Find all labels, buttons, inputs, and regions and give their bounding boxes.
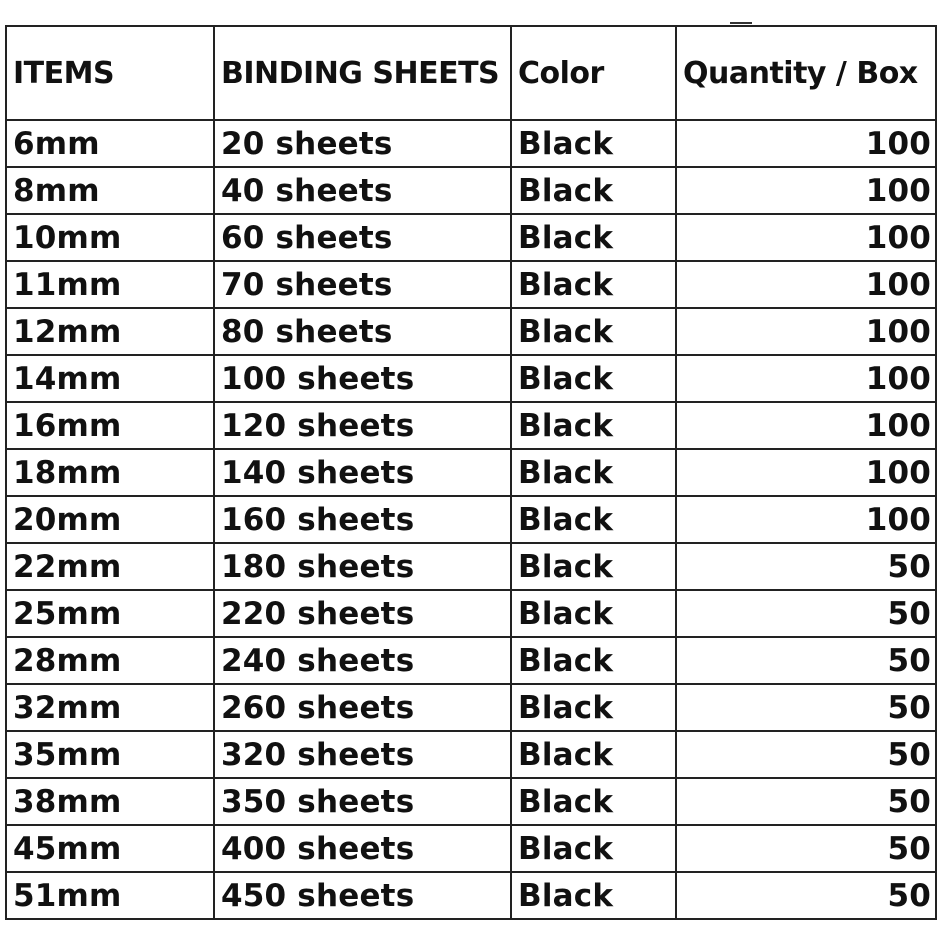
cell-color: Black (511, 731, 676, 778)
cell-item: 8mm (6, 167, 214, 214)
cell-color: Black (511, 308, 676, 355)
cell-quantity: 50 (676, 872, 936, 919)
header-row (6, 26, 936, 120)
table-row (6, 167, 936, 214)
table-row (6, 120, 936, 167)
cell-color: Black (511, 637, 676, 684)
cell-item: 35mm (6, 731, 214, 778)
cell-sheets: 260 sheets (214, 684, 511, 731)
cell-item: 38mm (6, 778, 214, 825)
header-binding-sheets: BINDING SHEETS (214, 26, 511, 120)
cell-quantity: 100 (676, 214, 936, 261)
cell-sheets: 350 sheets (214, 778, 511, 825)
cell-quantity: 50 (676, 778, 936, 825)
table-row (6, 355, 936, 402)
cell-sheets: 80 sheets (214, 308, 511, 355)
binding-spec-table (5, 25, 937, 920)
cell-sheets: 40 sheets (214, 167, 511, 214)
cell-item: 11mm (6, 261, 214, 308)
cell-item: 22mm (6, 543, 214, 590)
cell-color: Black (511, 496, 676, 543)
cell-quantity: 100 (676, 167, 936, 214)
table-row (6, 449, 936, 496)
table-row (6, 684, 936, 731)
cell-color: Black (511, 684, 676, 731)
cell-item: 51mm (6, 872, 214, 919)
cell-sheets: 100 sheets (214, 355, 511, 402)
cell-quantity: 50 (676, 825, 936, 872)
cell-quantity: 50 (676, 684, 936, 731)
cell-item: 16mm (6, 402, 214, 449)
cell-item: 32mm (6, 684, 214, 731)
cell-quantity: 100 (676, 308, 936, 355)
stray-mark (730, 22, 752, 24)
cell-sheets: 140 sheets (214, 449, 511, 496)
table-row (6, 543, 936, 590)
cell-quantity: 50 (676, 590, 936, 637)
table-header (6, 26, 936, 120)
cell-item: 28mm (6, 637, 214, 684)
cell-color: Black (511, 214, 676, 261)
cell-color: Black (511, 825, 676, 872)
table-row (6, 214, 936, 261)
table-row (6, 496, 936, 543)
table-row (6, 637, 936, 684)
header-quantity: Quantity / Box (676, 26, 936, 120)
cell-color: Black (511, 402, 676, 449)
cell-quantity: 50 (676, 543, 936, 590)
table-row (6, 778, 936, 825)
table-row (6, 731, 936, 778)
cell-quantity: 100 (676, 402, 936, 449)
cell-sheets: 20 sheets (214, 120, 511, 167)
cell-sheets: 240 sheets (214, 637, 511, 684)
cell-color: Black (511, 261, 676, 308)
table-body (6, 120, 936, 919)
cell-quantity: 100 (676, 449, 936, 496)
cell-sheets: 70 sheets (214, 261, 511, 308)
cell-color: Black (511, 543, 676, 590)
cell-item: 10mm (6, 214, 214, 261)
cell-quantity: 100 (676, 496, 936, 543)
table-row (6, 308, 936, 355)
cell-sheets: 120 sheets (214, 402, 511, 449)
cell-item: 14mm (6, 355, 214, 402)
cell-quantity: 50 (676, 731, 936, 778)
cell-color: Black (511, 872, 676, 919)
header-color: Color (511, 26, 676, 120)
cell-color: Black (511, 778, 676, 825)
table-row (6, 261, 936, 308)
cell-item: 20mm (6, 496, 214, 543)
cell-sheets: 220 sheets (214, 590, 511, 637)
cell-color: Black (511, 167, 676, 214)
cell-color: Black (511, 355, 676, 402)
cell-color: Black (511, 449, 676, 496)
cell-quantity: 50 (676, 637, 936, 684)
cell-sheets: 160 sheets (214, 496, 511, 543)
header-items: ITEMS (6, 26, 214, 120)
cell-quantity: 100 (676, 120, 936, 167)
cell-sheets: 400 sheets (214, 825, 511, 872)
cell-item: 12mm (6, 308, 214, 355)
cell-item: 6mm (6, 120, 214, 167)
cell-quantity: 100 (676, 355, 936, 402)
cell-color: Black (511, 590, 676, 637)
table-row (6, 872, 936, 919)
table-row (6, 825, 936, 872)
cell-color: Black (511, 120, 676, 167)
table-row (6, 590, 936, 637)
spec-sheet (5, 25, 935, 920)
cell-item: 25mm (6, 590, 214, 637)
cell-sheets: 320 sheets (214, 731, 511, 778)
cell-item: 45mm (6, 825, 214, 872)
table-row (6, 402, 936, 449)
cell-sheets: 60 sheets (214, 214, 511, 261)
cell-quantity: 100 (676, 261, 936, 308)
cell-sheets: 180 sheets (214, 543, 511, 590)
cell-sheets: 450 sheets (214, 872, 511, 919)
cell-item: 18mm (6, 449, 214, 496)
